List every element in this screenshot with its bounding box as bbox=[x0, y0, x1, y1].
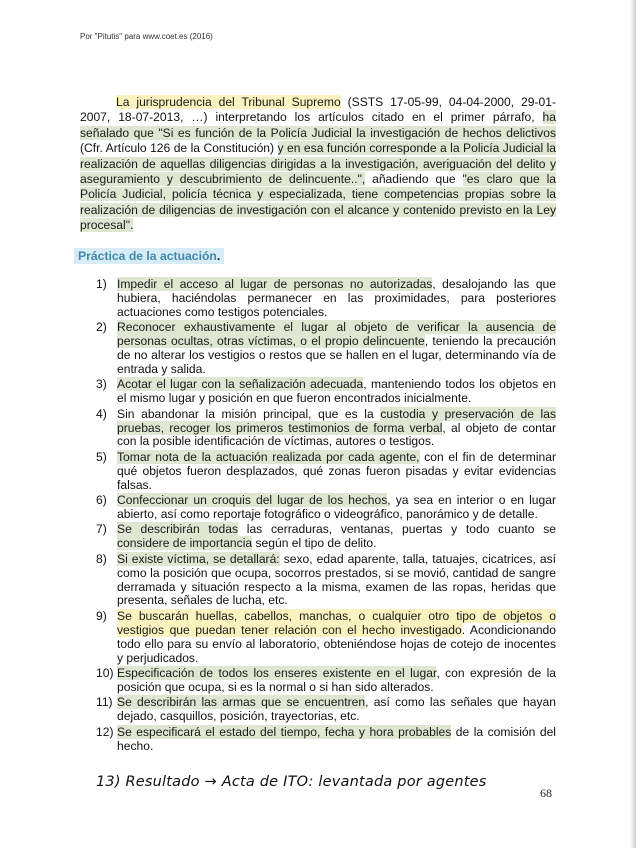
list-item bbox=[96, 726, 556, 754]
page-header: Por "Pitutis" para www.coet.es (2016) bbox=[80, 32, 213, 41]
intro-text-3: añadiendo que bbox=[365, 172, 463, 187]
list-item bbox=[96, 408, 556, 450]
item-number: 1) bbox=[96, 277, 107, 291]
item-text: , teniendo la precaución de no alterar los vestigios o restos que se hallen en el lugar, determinando vía de entrada y salida. bbox=[117, 334, 556, 376]
item-text: según el tipo de delito. bbox=[252, 536, 377, 551]
item-highlight: Se describirán todas bbox=[117, 522, 239, 537]
handwritten-note: 13) Resultado → Acta de ITO: levantada por agentes bbox=[96, 774, 487, 790]
list-item bbox=[96, 553, 556, 609]
intro-text-2: (Cfr. Artículo 126 de la Constitución) bbox=[80, 141, 278, 156]
highlight-tribunal: La jurisprudencia del Tribunal Supremo bbox=[116, 95, 341, 109]
item-text: de la comisión del hecho. bbox=[117, 724, 556, 753]
item-text: , con expresión de la posición que ocupa, si es la normal o si han sido alterados. bbox=[117, 665, 556, 694]
list-item bbox=[96, 667, 556, 695]
item-highlight: Reconocer exhaustivamente el lugar al objeto de verificar la ausencia de personas ocultas, otras víctimas, o el propio delincuente bbox=[117, 320, 556, 349]
list-item bbox=[96, 321, 556, 377]
item-highlight: Acotar el lugar con la señalización adecuada bbox=[117, 377, 364, 392]
list-item bbox=[96, 378, 556, 406]
item-number: 6) bbox=[96, 493, 107, 508]
item-text: , manteniendo todos los objetos en el mismo lugar y posición en que fueron encontrados inicialmente. bbox=[117, 377, 556, 406]
section-heading bbox=[74, 248, 224, 264]
highlight-quote-2: y en esa función corresponde a la Policía Judicial la realización de aquellas diligencias dirigidas a la investigación, averiguación del delito y aseguramiento y descubrimiento de delincuente..", bbox=[80, 141, 556, 187]
highlight-quote-1: ha señalado que "Si es función de la Policía Judicial la investigación de hechos delictivos bbox=[80, 110, 556, 140]
item-text: Sin abandonar la misión principal, que es la bbox=[117, 406, 381, 421]
item-number: 3) bbox=[96, 377, 107, 392]
item-text: con el fin de determinar qué objetos fueron desplazados, qué zonas fueron pisadas y evitar evidencias falsas. bbox=[117, 449, 556, 492]
item-number: 10) bbox=[96, 665, 114, 680]
item-highlight: Se especificará el estado del tiempo, fecha y hora probables bbox=[117, 724, 452, 739]
item-number: 9) bbox=[96, 608, 107, 623]
item-highlight: custodia y preservación de las pruebas, recoger los primeros testimonios de forma verbal bbox=[117, 406, 556, 435]
item-highlight: Impedir el acceso al lugar de personas no autorizadas bbox=[117, 277, 433, 291]
section-heading-label: Práctica de la actuación bbox=[78, 249, 217, 263]
page-number: 68 bbox=[540, 786, 552, 800]
list-item bbox=[96, 523, 556, 551]
actions-list bbox=[96, 278, 556, 755]
page-edge-shadow bbox=[630, 0, 636, 848]
item-number: 12) bbox=[96, 724, 114, 739]
item-number: 2) bbox=[96, 320, 107, 335]
item-text: . Acondicionando todo ello para su envío al laboratorio, obteniéndose hojas de cotejo de inocentes y perjudicados. bbox=[117, 622, 556, 665]
item-number: 5) bbox=[96, 449, 107, 464]
highlight-quote-3: "es claro que la Policía Judicial, policía técnica y especializada, tiene competencias propias sobre la realización de diligencias de investigación con el alcance y contenido previsto en la Ley procesal". bbox=[80, 172, 556, 233]
intro-text-1: (SSTS 17-05-99, 04-04-2000, 29-01-2007, 18-07-2013, …) interpretando los artículos citado en el primer párrafo, bbox=[80, 95, 556, 125]
item-text: las cerraduras, ventanas, puertas y todo cuanto se bbox=[238, 522, 556, 537]
list-item bbox=[96, 451, 556, 493]
item-text: , así como las señales que hayan dejado, casquillos, posición, trayectorias, etc. bbox=[117, 695, 556, 724]
item-number: 11) bbox=[96, 695, 113, 710]
list-item bbox=[96, 696, 556, 724]
item-highlight: Especificación de todos los enseres existente en el lugar bbox=[117, 665, 437, 680]
item-highlight: Confeccionar un croquis del lugar de los hechos bbox=[117, 493, 388, 508]
item-number: 7) bbox=[96, 522, 107, 537]
item-number: 8) bbox=[96, 551, 107, 566]
intro-paragraph bbox=[80, 95, 556, 234]
item-highlight: Tomar nota de la actuación realizada por cada agente, bbox=[117, 449, 420, 464]
item-highlight: Si existe víctima, se detallará: bbox=[117, 551, 280, 566]
item-text: , desalojando las que hubiera, haciéndolas permanecer en las proximidades, para posteriores actuaciones como testigos potenciales. bbox=[117, 277, 556, 319]
item-text: , ya sea en interior o en lugar abierto, así como reportaje fotográfico o videográfico, panorámico y de detalle. bbox=[117, 493, 557, 521]
item-text: sexo, edad aparente, talla, tatuajes, cicatrices, así como la posición que ocupa, socorros prestados, si se movió, cantidad de sangre derramada y situación respecto a la misma, examen de las ropas, heridas que presenta, señales de lucha, etc. bbox=[117, 551, 556, 608]
list-item bbox=[96, 494, 556, 522]
list-item bbox=[96, 278, 556, 320]
item-highlight: Se describirán las armas que se encuentren bbox=[117, 695, 366, 710]
item-highlight: Se buscarán huellas, cabellos, manchas, o cualquier otro tipo de objetos o vestigios que puedan tener relación con el hecho investigado bbox=[117, 608, 556, 637]
list-item bbox=[96, 610, 556, 666]
item-highlight: considere de importancia bbox=[117, 536, 253, 551]
item-number: 4) bbox=[96, 406, 107, 421]
section-heading-dot: . bbox=[216, 249, 221, 263]
item-text: , al objeto de contar con la posible identificación de víctimas, autores o testigos. bbox=[117, 420, 556, 449]
